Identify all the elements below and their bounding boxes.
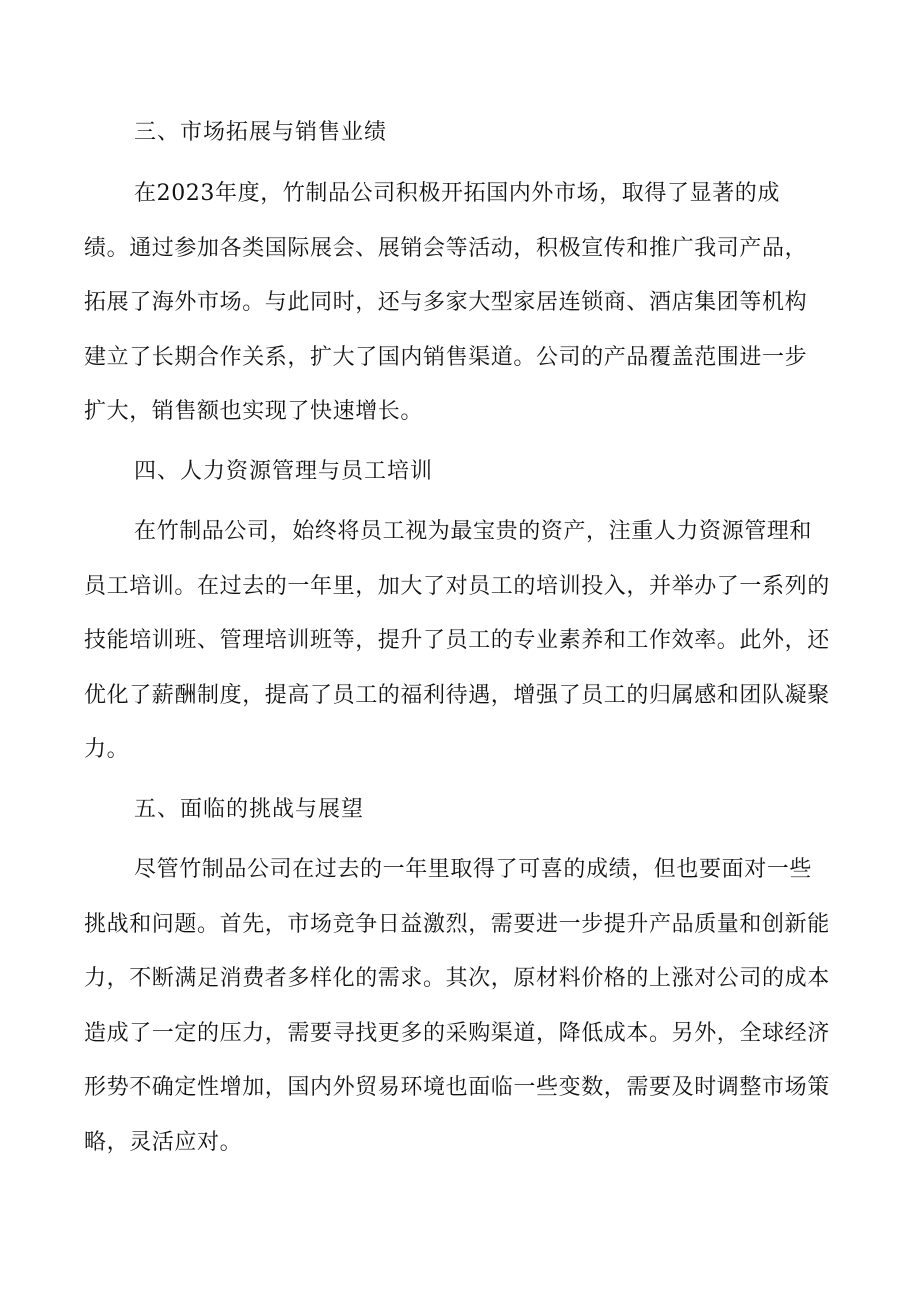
paragraph-line: 绩。通过参加各类国际展会、展销会等活动，积极宣传和推广我司产品， [84,235,808,261]
paragraph-line: 略，灵活应对。 [84,1129,243,1155]
paragraph-line: 技能培训班、管理培训班等，提升了员工的专业素养和工作效率。此外，还 [84,628,830,653]
paragraph-line: 挑战和问题。首先，市场竞争日益激烈，需要进一步提升产品质量和创新能 [84,911,830,937]
paragraph-line: 力，不断满足消费者多样化的需求。其次，原材料价格的上涨对公司的成本 [84,966,830,991]
paragraph-line: 建立了长期合作关系，扩大了国内销售渠道。公司的产品覆盖范围进一步 [84,344,808,370]
section-heading-hr: 四、人力资源管理与员工培训 [134,459,434,484]
section-heading-market: 三、市场拓展与销售业绩 [134,120,388,145]
paragraph-line: 在2023年度，竹制品公司积极开拓国内外市场，取得了显著的成 [134,181,780,206]
paragraph-line: 尽管竹制品公司在过去的一年里取得了可喜的成绩，但也要面对一些 [134,857,813,882]
paragraph-line: 造成了一定的压力，需要寻找更多的采购渠道，降低成本。另外，全球经济 [84,1020,830,1046]
paragraph-line: 形势不确定性增加，国内外贸易环境也面临一些变数，需要及时调整市场策 [84,1075,830,1100]
paragraph-line: 在竹制品公司，始终将员工视为最宝贵的资产，注重人力资源管理和 [134,519,813,544]
section-heading-challenges: 五、面临的挑战与展望 [134,797,365,822]
paragraph-line: 优化了薪酬制度，提高了员工的福利待遇，增强了员工的归属感和团队凝聚 [84,682,830,708]
section-paragraph-market [84,180,844,453]
paragraph-line: 力。 [84,737,130,762]
paragraph-line: 扩大，销售额也实现了快速增长。 [84,399,424,424]
paragraph-line: 拓展了海外市场。与此同时，还与多家大型家居连锁商、酒店集团等机构 [84,290,808,315]
paragraph-line: 员工培训。在过去的一年里，加大了对员工的培训投入，并举办了一系列的 [84,573,830,599]
section-paragraph-challenges [84,856,844,1183]
section-paragraph-hr [84,518,844,791]
